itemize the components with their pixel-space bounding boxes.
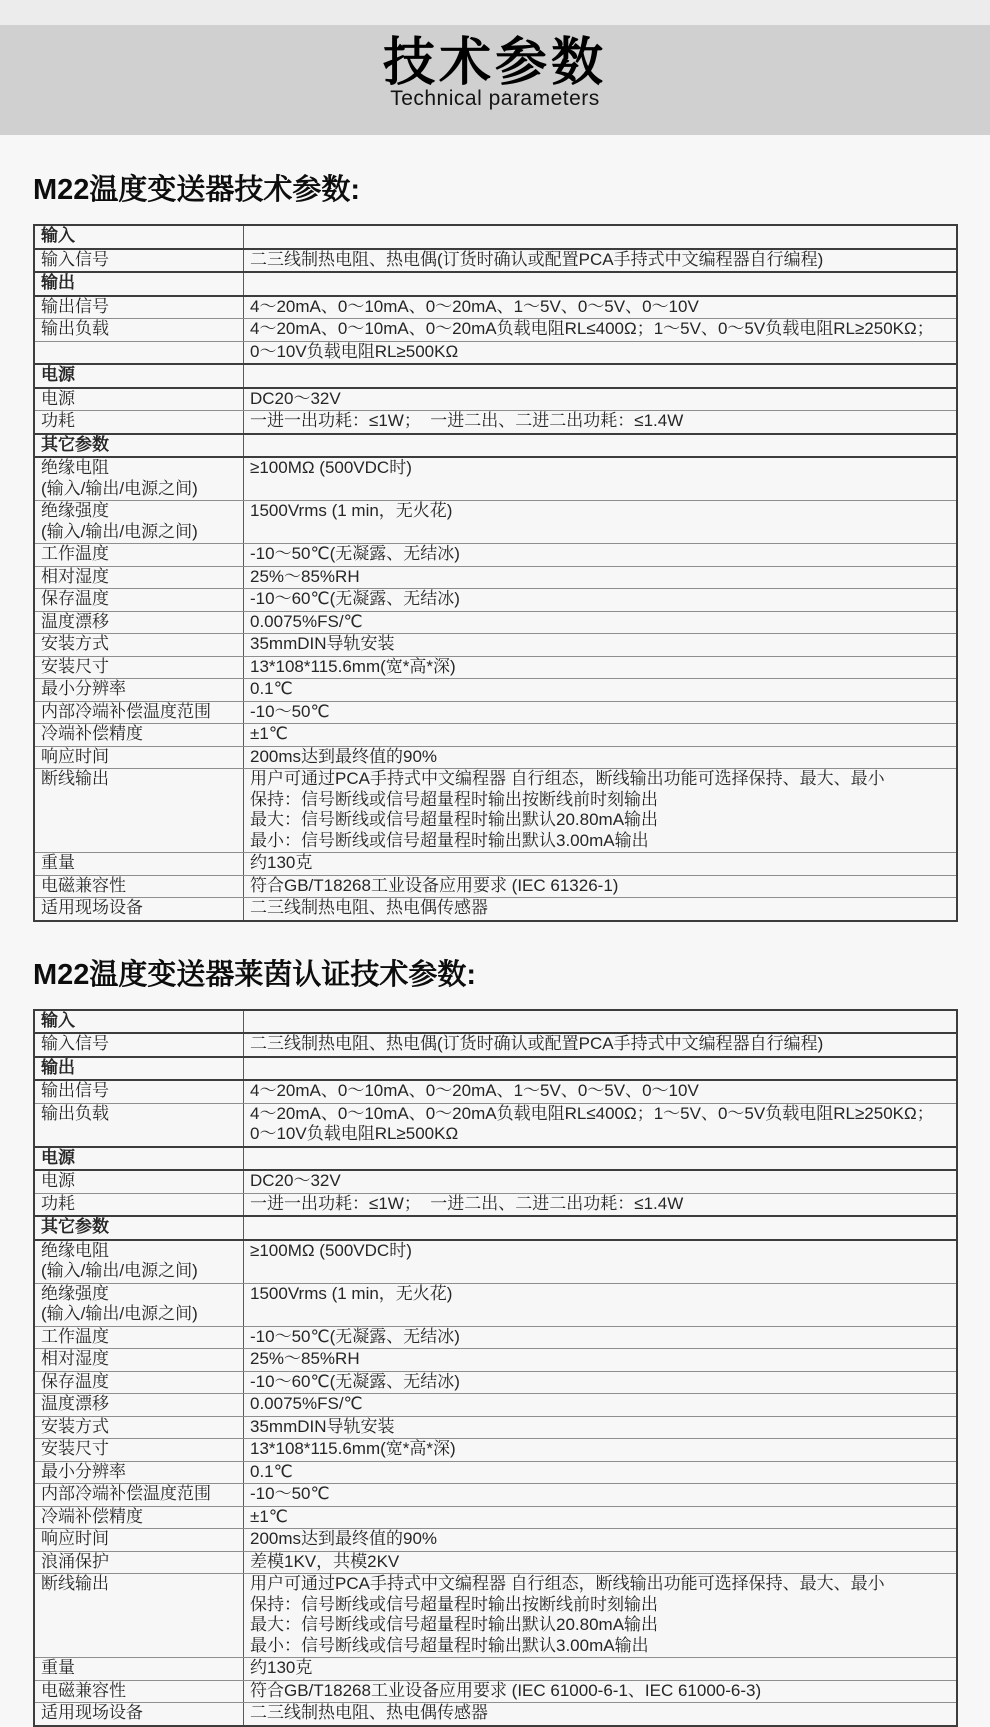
table-row [35,701,956,724]
row-value [244,634,956,656]
row-value [244,876,956,898]
table-row [35,1079,956,1103]
row-label-text: 重量 [41,853,75,872]
table-row [35,1657,956,1680]
row-value-text: 4～20mA、0～10mA、0～20mA、1～5V、0～5V、0～10V [250,1081,699,1100]
table-section-row [35,1146,956,1170]
table-row [35,1483,956,1506]
row-value [244,1529,956,1551]
table-row [35,746,956,769]
row-value [244,1194,956,1216]
row-value-text: 最大：信号断线或信号超量程时输出默认20.80mA输出 [250,810,659,829]
row-value [244,898,956,920]
row-value [244,1148,956,1170]
row-label-text: 工作温度 [41,1326,109,1346]
row-label-text: 内部冷端补偿温度范围 [41,701,211,721]
row-value [244,1507,956,1529]
section-heading-standard: M22温度变送器技术参数: [33,174,361,206]
row-label [35,1462,244,1484]
table-section-row [35,271,956,295]
row-label-text: 重量 [41,1658,75,1677]
row-label-text: 相对湿度 [41,566,109,586]
row-label [35,876,244,898]
row-label [35,389,244,411]
table-row [35,1528,956,1551]
row-label-text: 内部冷端补偿温度范围 [41,1484,211,1503]
row-label-text: 绝缘电阻 [41,458,109,477]
row-value-text: 最小：信号断线或信号超量程时输出默认3.00mA输出 [250,1635,649,1655]
row-value-text: 最小：信号断线或信号超量程时输出默认3.00mA输出 [250,830,649,850]
row-label [35,273,244,295]
row-label-text: 响应时间 [41,1529,109,1548]
row-label [35,724,244,746]
row-label [35,769,244,852]
top-strip [0,0,990,25]
table-row [35,852,956,875]
row-value-text: 0.0075%FS/℃ [250,611,363,631]
row-label [35,747,244,769]
title-banner [0,25,990,135]
table-row [35,318,956,341]
row-label [35,567,244,589]
table-row [35,1032,956,1056]
row-label-text: 电磁兼容性 [41,1680,126,1700]
row-value-text: 200ms达到最终值的90% [250,746,438,766]
table-row [35,1371,956,1394]
row-value-text: 约130克 [250,853,313,872]
row-value-text: ≥100MΩ (500VDC时) [250,458,412,477]
row-label [35,1507,244,1529]
row-value-text: 35mmDIN导轨安装 [250,634,395,653]
row-label [35,1327,244,1349]
table-row [35,897,956,920]
row-label [35,1372,244,1394]
row-value-text: 0.0075%FS/℃ [250,1394,363,1413]
row-label [35,1552,244,1574]
row-label [35,226,244,248]
row-value-text: 0.1℃ [250,679,293,698]
spec-table-standard [33,224,958,922]
row-value [244,747,956,769]
row-label [35,853,244,875]
row-label [35,297,244,319]
row-value-text: -10～50℃(无凝露、无结冰) [250,1326,460,1346]
row-value-text: 25%～85%RH [250,1349,360,1368]
table-row [35,768,956,852]
row-value-text: 最大：信号断线或信号超量程时输出默认20.80mA输出 [250,1615,659,1634]
table-section-row [35,226,956,248]
row-value [244,1703,956,1725]
page-title: 技术参数 [382,34,607,92]
table-section-row [35,1011,956,1033]
row-label-text: 绝缘强度 [41,501,109,520]
row-value [244,1439,956,1461]
row-value [244,1658,956,1680]
row-value-text: DC20～32V [250,1171,341,1190]
row-value [244,702,956,724]
row-value [244,1394,956,1416]
row-label [35,1104,244,1146]
content [0,173,990,1727]
row-value-text: 0～10V负载电阻RL≥500KΩ [250,1124,459,1143]
row-label [35,1658,244,1680]
row-label-text: 输出 [41,273,75,292]
row-label-text: 输出负载 [41,319,109,338]
row-value-text: 25%～85%RH [250,566,360,586]
row-label-text: 最小分辨率 [41,679,126,698]
table-row [35,248,956,272]
row-label-text: 保存温度 [41,589,109,608]
row-label-text: 最小分辨率 [41,1461,126,1481]
row-value [244,342,956,364]
row-label [35,1034,244,1056]
row-value [244,544,956,566]
row-label [35,1349,244,1371]
row-value-text: -10～50℃(无凝露、无结冰) [250,544,460,563]
table-row [35,1702,956,1725]
section-heading-certified: M22温度变送器莱茵认证技术参数: [33,958,477,991]
table-row [35,566,956,589]
row-value [244,501,956,543]
row-value-text: 一进一出功耗：≤1W； 一进二出、二进二出功耗：≤1.4W [250,411,684,430]
row-value-text: -10～60℃(无凝露、无结冰) [250,1371,460,1391]
row-label [35,1241,244,1283]
row-label [35,1529,244,1551]
section-standard-params [0,173,990,922]
row-label-text: 安装尺寸 [41,656,109,676]
row-label [35,589,244,611]
row-value [244,724,956,746]
row-label [35,1171,244,1193]
row-label [35,411,244,433]
table-row [35,1283,956,1326]
row-label-text: 保存温度 [41,1371,109,1391]
row-label [35,1574,244,1657]
row-value [244,365,956,387]
row-value-text: 200ms达到最终值的90% [250,1529,438,1548]
row-label [35,250,244,272]
row-label-text: 温度漂移 [41,611,109,631]
row-value [244,612,956,634]
row-label-text: 输出负载 [41,1103,109,1123]
row-label-text: (输入/输出/电源之间) [41,1261,198,1280]
row-label [35,342,244,364]
row-label-text: (输入/输出/电源之间) [41,478,198,498]
spec-table-certified [33,1009,958,1727]
row-value-text: 二三线制热电阻、热电偶传感器 [250,1703,488,1722]
row-value [244,1574,956,1657]
row-label-text: 电源 [41,1147,75,1167]
table-row [35,678,956,701]
row-label [35,1417,244,1439]
row-value-text: 约130克 [250,1658,313,1677]
table-row [35,656,956,679]
table-row [35,387,956,411]
row-value-text: 0～10V负载电阻RL≥500KΩ [250,341,459,361]
row-value [244,1552,956,1574]
row-value-text: 1500Vrms (1 min，无火花) [250,1283,453,1303]
row-label-text: 绝缘强度 [41,1283,109,1303]
table-row [35,500,956,543]
row-label-text: 绝缘电阻 [41,1240,109,1260]
row-value-text: -10～60℃(无凝露、无结冰) [250,589,460,608]
row-label-text: 功耗 [41,1193,75,1213]
row-label [35,1394,244,1416]
row-label-text: 适用现场设备 [41,898,143,917]
table-row [35,1438,956,1461]
row-label-text: 相对湿度 [41,1349,109,1368]
row-label-text: 电源 [41,388,75,408]
table-row [35,1506,956,1529]
table-row [35,295,956,319]
row-label [35,702,244,724]
row-label-text: 断线输出 [41,1574,109,1593]
table-row [35,611,956,634]
row-label [35,365,244,387]
row-label-text: 温度漂移 [41,1394,109,1413]
table-row [35,1326,956,1349]
table-row [35,1393,956,1416]
row-value [244,1327,956,1349]
row-label-text: 浪涌保护 [41,1551,109,1571]
row-label-text: 适用现场设备 [41,1703,143,1722]
row-label-text: 断线输出 [41,769,109,788]
row-value [244,226,956,248]
row-label-text: 电源 [41,365,75,384]
row-value [244,853,956,875]
table-row [35,1239,956,1283]
row-label-text: 输入信号 [41,1034,109,1053]
row-label-text: 电磁兼容性 [41,875,126,895]
table-row [35,1680,956,1703]
row-value-text: 二三线制热电阻、热电偶(订货时确认或配置PCA手持式中文编程器自行编程) [250,1034,824,1053]
row-label-text: 其它参数 [41,1217,109,1236]
table-section-row [35,1215,956,1239]
row-label-text: 输出信号 [41,1081,109,1100]
row-label-text: 输入 [41,226,75,245]
page-subtitle: Technical parameters [390,87,600,111]
row-value [244,1417,956,1439]
row-label-text: 响应时间 [41,746,109,766]
table-row [35,1169,956,1193]
row-value-text: 符合GB/T18268工业设备应用要求 (IEC 61326-1) [250,875,619,895]
row-label-text: 功耗 [41,411,75,430]
row-value [244,769,956,852]
row-label [35,1217,244,1239]
row-label-text: 安装方式 [41,1416,109,1436]
row-label-text: 输出 [41,1057,75,1077]
table-row [35,875,956,898]
table-row [35,341,956,364]
table-row [35,633,956,656]
row-value-text: 二三线制热电阻、热电偶传感器 [250,898,488,917]
section-certified-params [0,958,990,1727]
row-value-text: 一进一出功耗：≤1W； 一进二出、二进二出功耗：≤1.4W [250,1193,684,1213]
row-value [244,1681,956,1703]
row-value-text: 保持：信号断线或信号超量程时输出按断线前时刻输出 [250,1594,658,1614]
row-value-text: 二三线制热电阻、热电偶(订货时确认或配置PCA手持式中文编程器自行编程) [250,249,824,269]
row-value [244,389,956,411]
row-value [244,1011,956,1033]
row-value [244,1171,956,1193]
table-row [35,1461,956,1484]
row-label-text: 输入信号 [41,249,109,269]
row-label [35,501,244,543]
row-value-text: 13*108*115.6mm(宽*高*深) [250,656,456,676]
row-value [244,657,956,679]
row-value [244,1284,956,1326]
table-section-row [35,1056,956,1080]
table-section-row [35,433,956,457]
row-label-text: 输出信号 [41,296,109,316]
row-value [244,458,956,500]
row-label [35,1194,244,1216]
row-value [244,567,956,589]
table-row [35,456,956,500]
row-value-text: 保持：信号断线或信号超量程时输出按断线前时刻输出 [250,789,658,809]
row-label-text: (输入/输出/电源之间) [41,1304,198,1323]
row-label [35,657,244,679]
row-label [35,1681,244,1703]
table-row [35,1103,956,1146]
row-value-text: 用户可通过PCA手持式中文编程器 自行组态，断线输出功能可选择保持、最大、最小 [250,1574,885,1593]
table-section-row [35,363,956,387]
row-value-text: ≥100MΩ (500VDC时) [250,1240,412,1260]
row-label [35,1148,244,1170]
row-label [35,319,244,341]
row-value [244,1462,956,1484]
row-label [35,679,244,701]
row-value [244,250,956,272]
row-label [35,634,244,656]
row-value-text: 4～20mA、0～10mA、0～20mA负载电阻RL≤400Ω；1～5V、0～5V负载电阻RL≥250KΩ； [250,319,934,338]
row-value [244,1217,956,1239]
table-row [35,588,956,611]
row-value-text: ±1℃ [250,724,288,743]
table-row [35,1193,956,1216]
row-value [244,319,956,341]
row-label-text: 安装尺寸 [41,1439,109,1458]
row-value-text: 4～20mA、0～10mA、0～20mA负载电阻RL≤400Ω；1～5V、0～5V负载电阻RL≥250KΩ； [250,1103,934,1123]
row-value [244,1034,956,1056]
row-label [35,1058,244,1080]
row-value-text: 符合GB/T18268工业设备应用要求 (IEC 61000-6-1、IEC 61000-6-3) [250,1680,762,1700]
row-label-text: 安装方式 [41,634,109,653]
row-label [35,544,244,566]
row-value [244,1349,956,1371]
row-value [244,589,956,611]
row-label [35,1284,244,1326]
row-value [244,435,956,457]
row-value-text: 1500Vrms (1 min，无火花) [250,501,453,520]
row-value-text: DC20～32V [250,388,341,408]
row-label-text: (输入/输出/电源之间) [41,521,198,541]
row-label [35,898,244,920]
row-label [35,1439,244,1461]
row-label [35,435,244,457]
row-label [35,1011,244,1033]
row-value-text: -10～50℃ [250,1484,330,1503]
row-label-text: 冷端补偿精度 [41,724,143,743]
table-row [35,1551,956,1574]
row-value-text: 差模1KV，共模2KV [250,1551,400,1571]
table-row [35,543,956,566]
row-label [35,1484,244,1506]
row-value [244,1484,956,1506]
table-row [35,1416,956,1439]
table-row [35,723,956,746]
row-value-text: -10～50℃ [250,701,330,721]
row-value [244,1241,956,1283]
row-label-text: 输入 [41,1010,75,1030]
row-value-text: 用户可通过PCA手持式中文编程器 自行组态，断线输出功能可选择保持、最大、最小 [250,769,885,788]
row-label-text: 其它参数 [41,434,109,454]
row-value [244,1058,956,1080]
row-label [35,612,244,634]
row-label-text: 电源 [41,1171,75,1190]
row-value-text: ±1℃ [250,1506,288,1526]
row-value [244,1104,956,1146]
row-label [35,1703,244,1725]
row-value [244,411,956,433]
row-value-text: 0.1℃ [250,1461,293,1481]
row-value-text: 35mmDIN导轨安装 [250,1416,395,1436]
table-row [35,1573,956,1657]
row-value [244,679,956,701]
row-value [244,273,956,295]
row-label [35,458,244,500]
row-label [35,1081,244,1103]
row-value [244,1372,956,1394]
row-value-text: 13*108*115.6mm(宽*高*深) [250,1439,456,1458]
row-label-text: 冷端补偿精度 [41,1506,143,1526]
table-row [35,410,956,433]
row-value-text: 4～20mA、0～10mA、0～20mA、1～5V、0～5V、0～10V [250,296,699,316]
row-value [244,1081,956,1103]
row-label-text: 工作温度 [41,544,109,563]
row-value [244,297,956,319]
table-row [35,1348,956,1371]
